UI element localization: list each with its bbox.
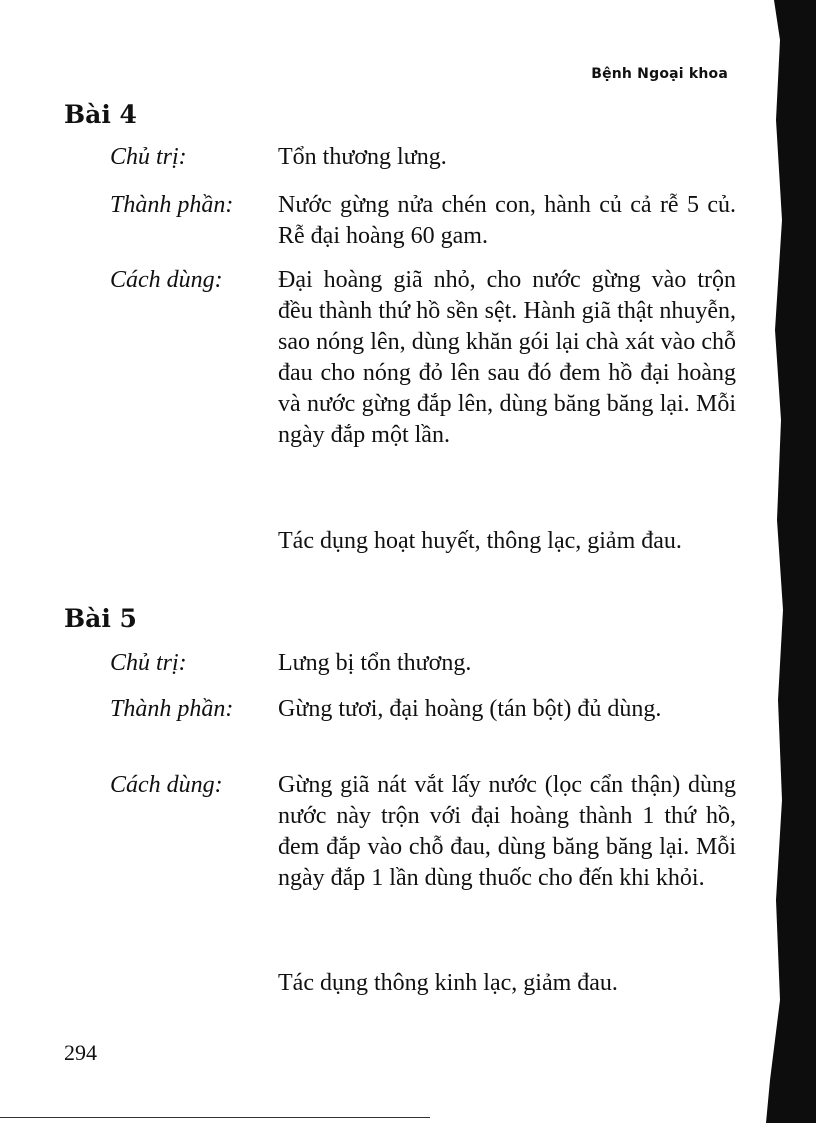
thanh-phan-value: Nước gừng nửa chén con, hành củ cả rễ 5 củ. Rễ đại hoàng 60 gam. bbox=[278, 192, 736, 249]
bai-4-chu-tri-row bbox=[110, 142, 736, 173]
bai-5-chu-tri-row bbox=[110, 648, 736, 679]
chu-tri-value: Tổn thương lưng. bbox=[278, 144, 447, 170]
section-title-bai-5: Bài 5 bbox=[64, 604, 137, 633]
cach-dung-label: Cách dùng: bbox=[110, 772, 223, 798]
cach-dung-value: Đại hoàng giã nhỏ, cho nước gừng vào trộn đều thành thứ hồ sền sệt. Hành giã thật nhuyễn, sao nóng lên, dùng khăn gói lại chà xát vào chỗ đau cho nóng đỏ lên sau đó đem hồ đại hoàng và nước gừng đắp lên, dùng băng băng lại. Mỗi ngày đắp một lần. bbox=[278, 267, 736, 448]
section-title-bai-4: Bài 4 bbox=[64, 100, 137, 129]
chu-tri-value: Lưng bị tổn thương. bbox=[278, 650, 472, 676]
thanh-phan-label: Thành phần: bbox=[110, 192, 234, 218]
thanh-phan-label: Thành phần: bbox=[110, 696, 234, 722]
chu-tri-label: Chủ trị: bbox=[110, 650, 187, 676]
bai-4-thanh-phan-row bbox=[110, 190, 736, 252]
page-number: 294 bbox=[64, 1040, 97, 1065]
running-header: Bệnh Ngoại khoa bbox=[591, 66, 728, 82]
bai-5-tac-dung: Tác dụng thông kinh lạc, giảm đau. bbox=[278, 970, 618, 996]
thanh-phan-value: Gừng tươi, đại hoàng (tán bột) đủ dùng. bbox=[278, 696, 662, 722]
bai-4-tac-dung: Tác dụng hoạt huyết, thông lạc, giảm đau. bbox=[278, 528, 682, 554]
cach-dung-value: Gừng giã nát vắt lấy nước (lọc cẩn thận) dùng nước này trộn với đại hoàng thành 1 thứ hồ, đem đắp vào chỗ đau, dùng băng băng lại. Mỗi ngày đắp 1 lần dùng thuốc cho đến khi khỏi. bbox=[278, 772, 736, 891]
cach-dung-label: Cách dùng: bbox=[110, 267, 223, 293]
bai-5-thanh-phan-row bbox=[110, 694, 736, 725]
binding-edge-shadow bbox=[766, 0, 816, 1123]
bottom-rule bbox=[0, 1117, 430, 1118]
bai-4-cach-dung-row bbox=[110, 265, 736, 451]
bai-5-cach-dung-row bbox=[110, 770, 736, 894]
chu-tri-label: Chủ trị: bbox=[110, 144, 187, 170]
